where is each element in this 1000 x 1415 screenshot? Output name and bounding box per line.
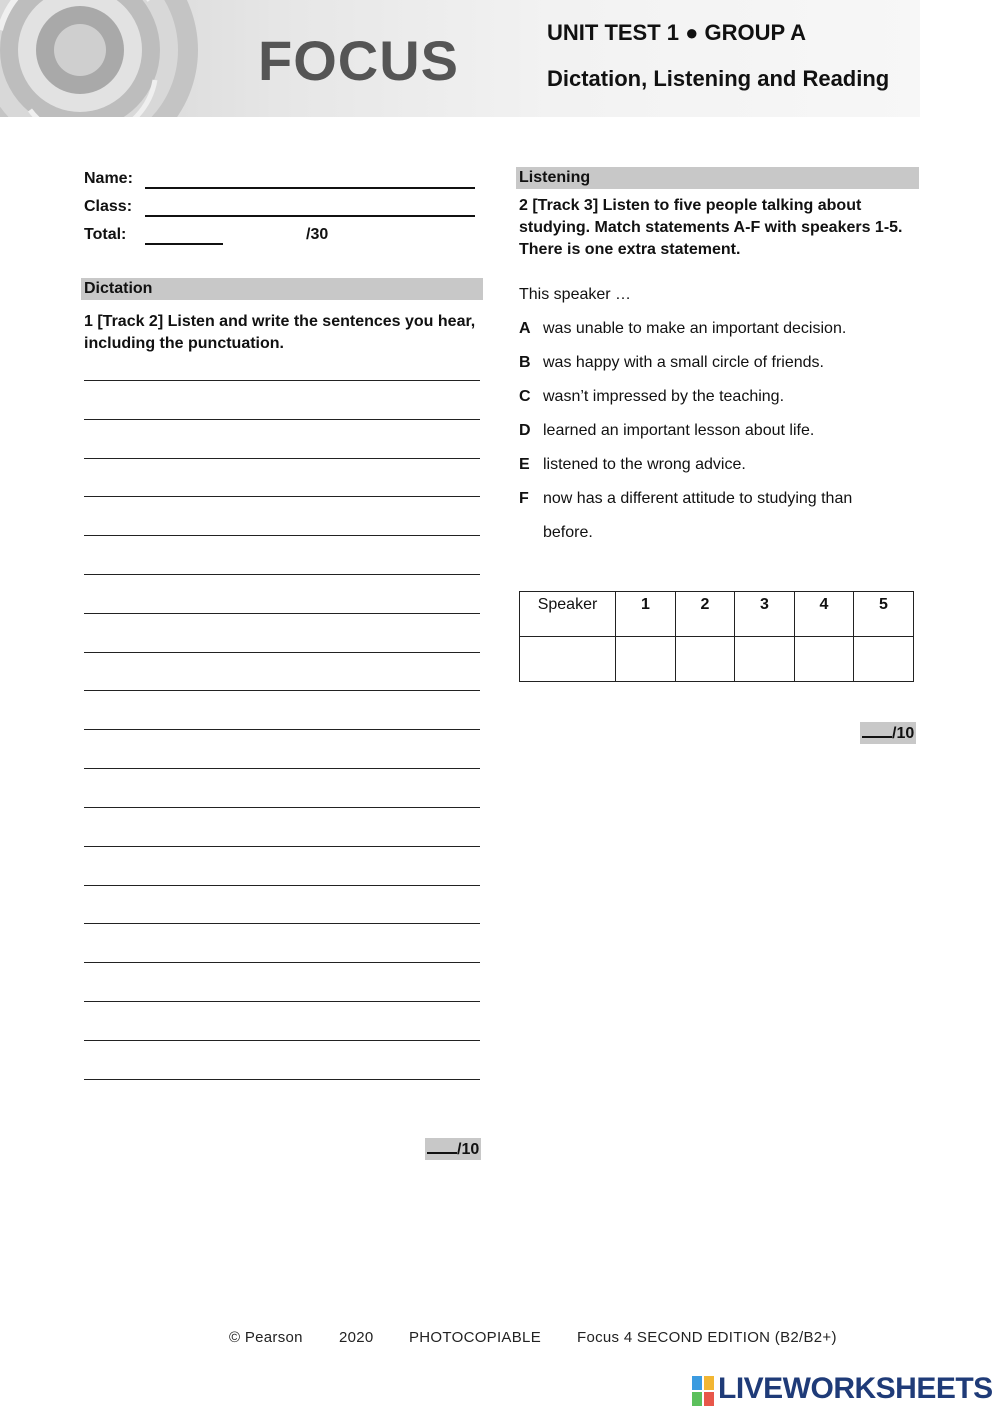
footer-edition: Focus 4 SECOND EDITION (B2/B2+) — [577, 1329, 837, 1346]
answer-table — [519, 591, 914, 682]
answer-line[interactable] — [84, 496, 480, 497]
answer-cell-blank — [520, 637, 616, 682]
name-label: Name: — [84, 170, 133, 187]
dictation-score-total: /10 — [457, 1141, 480, 1158]
speaker-number: 5 — [854, 592, 914, 637]
answer-line[interactable] — [84, 458, 480, 459]
answer-line[interactable] — [84, 1001, 480, 1002]
statement-text: listened to the wrong advice. — [543, 456, 746, 473]
statement-text: was happy with a small circle of friends. — [543, 354, 824, 371]
answer-line[interactable] — [84, 535, 480, 536]
answer-line[interactable] — [84, 690, 480, 691]
name-field[interactable] — [84, 170, 133, 188]
footer-photocopiable: PHOTOCOPIABLE — [409, 1329, 541, 1346]
footer-year: 2020 — [339, 1329, 374, 1346]
page-header — [0, 0, 920, 117]
statement-letter: C — [519, 388, 531, 405]
answer-line[interactable] — [84, 768, 480, 769]
listening-score-blank[interactable] — [862, 722, 892, 738]
speaker-label: Speaker — [520, 592, 616, 637]
listening-score — [860, 722, 916, 744]
answer-cell[interactable] — [735, 637, 795, 682]
name-input-line[interactable] — [145, 187, 475, 189]
test-subtitle: Dictation, Listening and Reading — [547, 66, 890, 91]
answer-line[interactable] — [84, 613, 480, 614]
answer-line[interactable] — [84, 846, 480, 847]
statement-letter: D — [519, 422, 531, 439]
answer-line[interactable] — [84, 807, 480, 808]
dictation-instruction: 1 [Track 2] Listen and write the sentences you hear, including the punctuation. — [84, 313, 476, 352]
statement-letter: A — [519, 320, 531, 337]
answer-line[interactable] — [84, 1040, 480, 1041]
statement-text-continued: before. — [543, 524, 593, 541]
statement-letter: F — [519, 490, 529, 507]
answer-line[interactable] — [84, 652, 480, 653]
answer-line[interactable] — [84, 380, 480, 381]
statement-letter: E — [519, 456, 530, 473]
total-score: /30 — [306, 226, 329, 243]
total-field — [84, 226, 329, 244]
answer-cell[interactable] — [616, 637, 676, 682]
answer-line[interactable] — [84, 962, 480, 963]
speaker-number: 4 — [795, 592, 854, 637]
speaker-number: 1 — [616, 592, 676, 637]
class-label: Class: — [84, 198, 133, 215]
answer-line[interactable] — [84, 419, 480, 420]
dictation-score-blank[interactable] — [427, 1138, 457, 1154]
test-title: UNIT TEST 1 ● GROUP A — [547, 20, 806, 45]
answer-line[interactable] — [84, 923, 480, 924]
statement-text: was unable to make an important decision. — [543, 320, 847, 337]
statement-letter: B — [519, 354, 531, 371]
answer-cell[interactable] — [854, 637, 914, 682]
statement-lead: This speaker … — [519, 286, 632, 303]
listening-instruction: 2 [Track 3] Listen to five people talking about studying. Match statements A-F with speakers 1-5. There is one extra statement. — [519, 197, 903, 258]
statement-text: learned an important lesson about life. — [543, 422, 815, 439]
footer-copyright: © Pearson — [229, 1329, 303, 1346]
listening-heading: Listening — [516, 167, 919, 189]
total-label: Total: — [84, 226, 127, 243]
answer-line[interactable] — [84, 885, 480, 886]
class-field[interactable] — [84, 198, 132, 216]
statement-text: now has a different attitude to studying than — [543, 490, 853, 507]
answer-cell[interactable] — [676, 637, 735, 682]
dictation-score — [425, 1138, 481, 1160]
class-input-line[interactable] — [145, 215, 475, 217]
speaker-number: 2 — [676, 592, 735, 637]
speaker-number: 3 — [735, 592, 795, 637]
lens-decoration-icon — [0, 0, 270, 117]
dictation-heading: Dictation — [81, 278, 483, 300]
answer-line[interactable] — [84, 574, 480, 575]
listening-score-total: /10 — [892, 725, 915, 742]
statement-text: wasn’t impressed by the teaching. — [543, 388, 785, 405]
liveworksheets-logo-icon — [692, 1376, 714, 1406]
total-input-line[interactable] — [145, 243, 223, 245]
answer-cell[interactable] — [795, 637, 854, 682]
focus-logo: FOCUS — [258, 29, 459, 92]
answer-line[interactable] — [84, 729, 480, 730]
answer-line[interactable] — [84, 1079, 480, 1080]
liveworksheets-watermark: LIVEWORKSHEETS — [718, 1372, 993, 1405]
